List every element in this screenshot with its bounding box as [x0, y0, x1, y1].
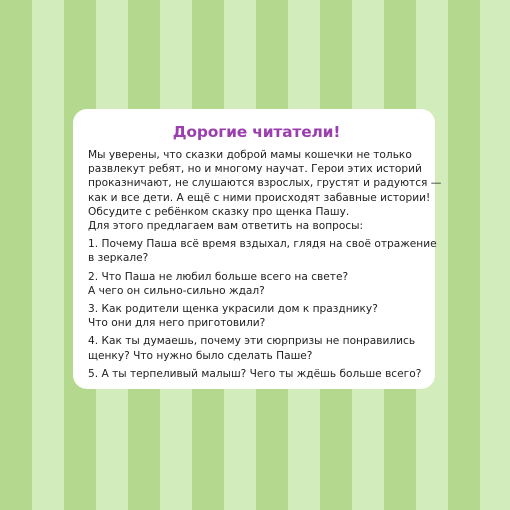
question-line: 4. Как ты думаешь, почему эти сюрпризы не понравились [88, 335, 416, 348]
intro-line: Мы уверены, что сказки доброй мамы кошечки не только [88, 149, 412, 161]
question-list [88, 237, 437, 381]
question-line: 1. Почему Паша всё время вздыхал, глядя на своё отражение [88, 238, 437, 251]
intro-line: развлекут ребят, но и многому научат. Герои этих историй [88, 163, 422, 176]
question-line: щенку? Что нужно было сделать Паше? [88, 349, 313, 362]
readers-note-card [73, 109, 442, 389]
intro-text [88, 148, 442, 233]
question-line: Что они для него приготовили? [88, 317, 266, 330]
question-item [88, 334, 425, 362]
question-item [88, 367, 425, 381]
question-line: А чего он сильно-сильно ждал? [88, 284, 265, 297]
card-title: Дорогие читатели! [172, 123, 341, 141]
question-item [88, 302, 425, 330]
question-line: 3. Как родители щенка украсили дом к празднику? [88, 303, 378, 316]
intro-line: Для этого предлагаем вам ответить на вопросы: [88, 220, 364, 233]
intro-line: Обсудите с ребёнком сказку про щенка Пашу. [88, 205, 350, 218]
intro-line: проказничают, не слушаются взрослых, грустят и радуются — [88, 177, 442, 190]
question-line: 2. Что Паша не любил больше всего на свете? [88, 270, 349, 283]
intro-line: как и все дети. А ещё с ними происходят забавные истории! [88, 191, 431, 204]
question-item [88, 237, 437, 265]
question-line: 5. А ты терпеливый малыш? Чего ты ждёшь больше всего? [88, 367, 422, 380]
question-line: в зеркале? [88, 252, 149, 265]
question-item [88, 270, 425, 298]
